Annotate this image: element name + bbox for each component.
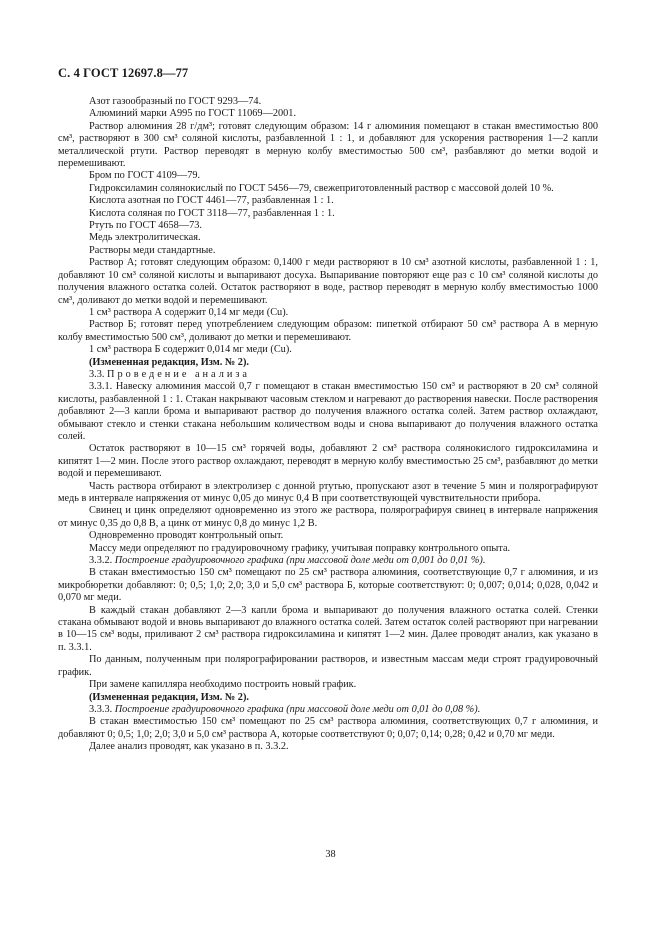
paragraph: Растворы меди стандартные. xyxy=(89,244,216,256)
paragraph: Медь электролитическая. xyxy=(89,232,201,244)
paragraph: Остаток растворяют в 10—15 см³ горячей воды, добавляют 2 см³ раствора солянокислого гидроксиламина и кипятят 1—2 мин. После этого раствор охлаждают, переводят в мерную колбу вместимостью 25 см³, разбавляют до метки водой и перемешивают. xyxy=(58,443,598,480)
page-number: 38 xyxy=(325,849,336,860)
paragraph: 1 см³ раствора А содержит 0,14 мг меди (Cu). xyxy=(89,306,289,318)
paragraph: При замене капилляра необходимо построить новый график. xyxy=(89,679,357,691)
subsection-title: Построение градуировочного графика (при массовой доле меди от 0,001 до 0,01 %). xyxy=(114,555,486,567)
subsection-title: Построение градуировочного графика (при массовой доле меди от 0,01 до 0,08 %). xyxy=(114,703,481,715)
section-number: 3.3. xyxy=(89,368,105,380)
paragraph: Гидроксиламин солянокислый по ГОСТ 5456—79, свежеприготовленный раствор с массовой долей 10 %. xyxy=(89,182,554,194)
paragraph: В каждый стакан добавляют 2—3 капли брома и выпаривают до получения влажного остатка солей. Стенки стакана обмывают водой и вновь выпаривают до влажного остатка солей. Затем остаток солей растворяют при нагревании в 10—15 см³ воды, приливают 2 см³ раствора гидроксиламина и кипятят 1—2 мин. Далее проводят анализ, как указано в п. 3.3.1. xyxy=(58,604,598,653)
paragraph: 1 см³ раствора Б содержит 0,014 мг меди (Cu). xyxy=(89,344,292,356)
paragraph: В стакан вместимостью 150 см³ помещают по 25 см³ раствора алюминия, соответствующих 0,7 г алюминия, и добавляют 0; 0,5; 1,0; 2,0; 3,0 и 5,0 см³ раствора А, которые соответствуют 0; 0,07; 0,14; 0,28; 0,42 и 0,70 мг меди. xyxy=(58,716,598,740)
paragraph: (Измененная редакция, Изм. № 2). xyxy=(89,356,249,368)
paragraph xyxy=(58,555,598,567)
paragraph: Кислота азотная по ГОСТ 4461—77, разбавленная 1 : 1. xyxy=(89,195,334,207)
paragraph: Раствор алюминия 28 г/дм³; готовят следующим образом: 14 г алюминия помещают в стакан вместимостью 800 см³, растворяют в 300 см³ соляной кислоты, разбавленной 1 : 1, и добавляют для ускорения растворения 1—2 капли металлической ртути. Раствор переводят в мерную колбу вместимостью 500 см³, разбавляют до метки водой и перемешивают. xyxy=(58,120,598,170)
paragraph: Свинец и цинк определяют одновременно из этого же раствора, полярографируя свинец в интервале напряжения от минус 0,35 до 0,8 В, а цинк от минус 0,8 до минус 1,2 В. xyxy=(58,505,598,529)
section-number: 3.3.2. xyxy=(89,555,113,567)
paragraph: Раствор Б; готовят перед употреблением следующим образом: пипеткой отбирают 50 см³ раствора А в мерную колбу вместимостью 500 см³, доливают до метки и перемешивают. xyxy=(58,319,598,343)
paragraph: Далее анализ проводят, как указано в п. 3.3.2. xyxy=(89,741,289,753)
paragraph: Алюминий марки А995 по ГОСТ 11069—2001. xyxy=(89,108,297,120)
paragraph: Часть раствора отбирают в электролизер с донной ртутью, пропускают азот в течение 5 мин и полярографируют медь в интервале напряжения от минус 0,05 до минус 0,4 В при соответствующей чувствительности прибора. xyxy=(58,480,598,504)
paragraph: Массу меди определяют по градуировочному графику, учитывая поправку контрольного опыта. xyxy=(89,542,511,554)
paragraph: Одновременно проводят контрольный опыт. xyxy=(89,530,284,542)
paragraph: (Измененная редакция, Изм. № 2). xyxy=(89,691,249,703)
document-body xyxy=(58,96,598,754)
paragraph: В стакан вместимостью 150 см³ помещают по 25 см³ раствора алюминия, соответствующие 0,7 г алюминия, и из микробюретки добавляют: 0; 0,5; 1,0; 2,0; 3,0 и 5,0 см³ раствора Б, которые соответствуют: 0; 0,007; 0,014; 0,028, 0,042 и 0,070 мг меди. xyxy=(58,567,598,604)
section-heading: Проведение анализа xyxy=(107,368,251,380)
paragraph xyxy=(58,704,598,716)
paragraph: 3.3.1. Навеску алюминия массой 0,7 г помещают в стакан вместимостью 150 см³ и растворяют в 20 см³ соляной кислоты, разбавленной 1 : 1. Стакан накрывают часовым стеклом и нагревают до растворения навески. После растворения добавляют 2—3 капли брома и выпаривают раствор до получения влажного остатка солей. Затем раствор охлаждают, обмывают стекло и стенки стакана небольшим количеством воды и снова выпаривают до получения влажного остатка солей. xyxy=(58,381,598,442)
paragraph: Ртуть по ГОСТ 4658—73. xyxy=(89,220,202,232)
paragraph: Кислота соляная по ГОСТ 3118—77, разбавленная 1 : 1. xyxy=(89,207,335,219)
page-header: С. 4 ГОСТ 12697.8—77 xyxy=(58,66,189,80)
paragraph: Азот газообразный по ГОСТ 9293—74. xyxy=(89,96,262,107)
section-number: 3.3.3. xyxy=(89,703,113,715)
paragraph: Бром по ГОСТ 4109—79. xyxy=(89,170,201,182)
paragraph: Раствор А; готовят следующим образом: 0,1400 г меди растворяют в 10 см³ азотной кислоты, разбавленной 1 : 1, добавляют 10 см³ соляной кислоты и выпаривают досуха. Выпаривание повторяют еще раз с 10 см³ соляной кислоты до получения влажного остатка солей. Остаток растворяют в воде, раствор переводят в мерную колбу вместимостью 1000 см³, доливают до метки водой и перемешивают. xyxy=(58,257,598,306)
paragraph: По данным, полученным при полярографировании растворов, и известным массам меди строят градуировочный график. xyxy=(58,654,598,678)
paragraph xyxy=(58,369,598,381)
